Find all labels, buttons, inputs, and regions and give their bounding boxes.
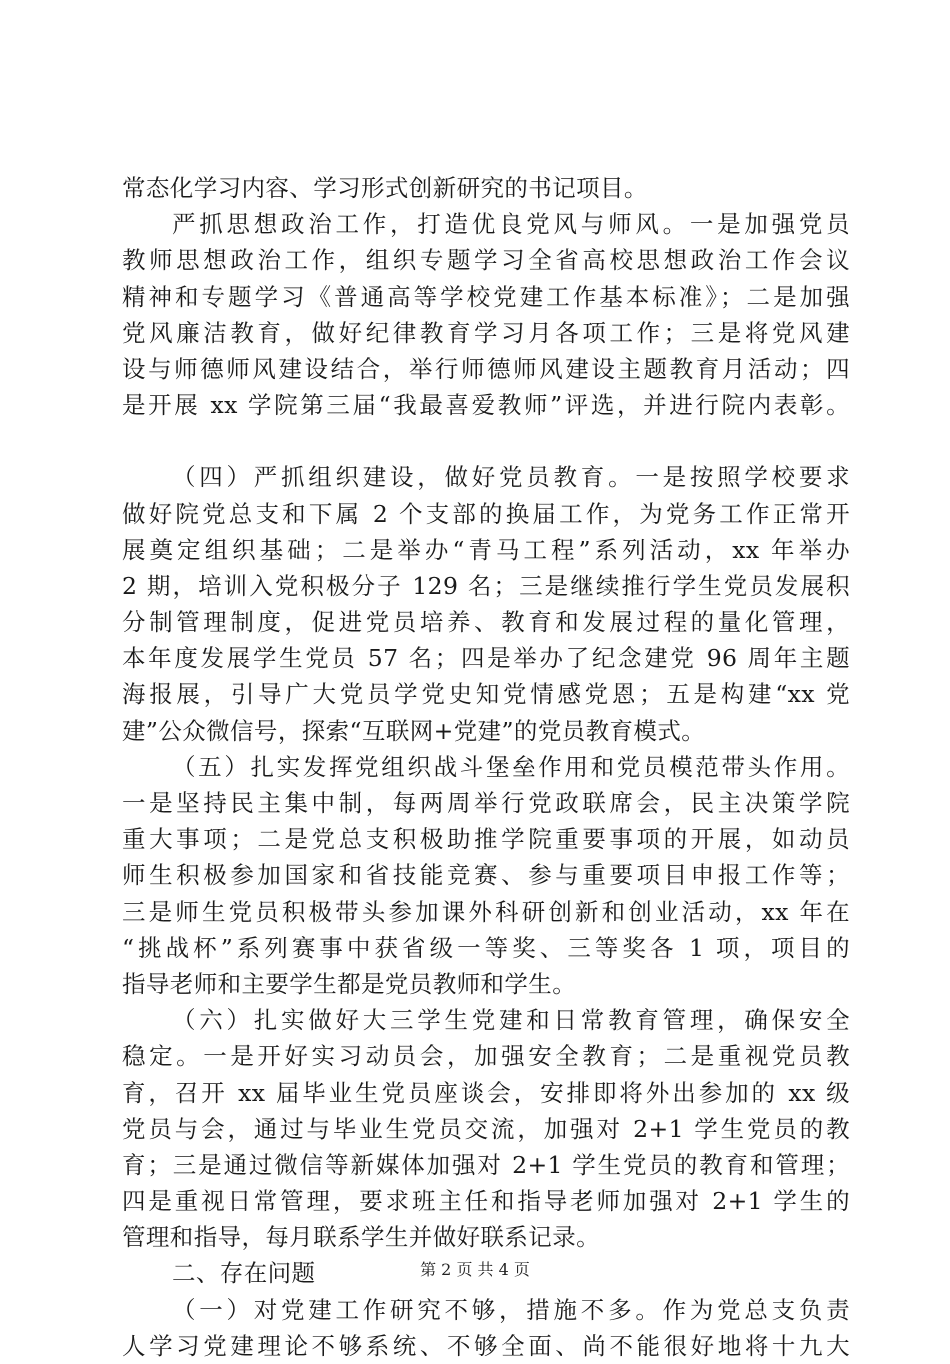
text-line: 育；三是通过微信等新媒体加强对 2+1 学生党员的教育和管理；: [122, 1150, 850, 1179]
text-line: 师生积极参加国家和省技能竞赛、参与重要项目申报工作等；: [122, 861, 850, 890]
text-line: 党员与会，通过与毕业生党员交流，加强对 2+1 学生党员的教: [122, 1114, 850, 1143]
text-line: 分制管理制度，促进党员培养、教育和发展过程的量化管理，: [122, 608, 850, 637]
body-text: [122, 170, 850, 1364]
paragraph-gap: [122, 423, 850, 459]
page-number: 第 2 页 共 4 页: [420, 1260, 530, 1279]
text-line: 三是师生党员积极带头参加课外科研创新和创业活动，xx 年在: [122, 897, 850, 926]
text-line: 2 期，培训入党积极分子 129 名；三是继续推行学生党员发展积: [122, 571, 850, 600]
text-line: （六）扎实做好大三学生党建和日常教育管理，确保安全: [172, 1006, 850, 1035]
section-heading: 二、存在问题: [172, 1259, 316, 1288]
text-line: 教师思想政治工作，组织专题学习全省高校思想政治工作会议: [122, 246, 850, 275]
text-line: 人学习党建理论不够系统、不够全面、尚不能很好地将十九大: [122, 1331, 850, 1360]
text-line: 重大事项；二是党总支积极助推学院重要事项的开展，如动员: [122, 825, 850, 854]
text-line: 常态化学习内容、学习形式创新研究的书记项目。: [122, 174, 648, 202]
text-line: （一）对党建工作研究不够，措施不多。作为党总支负责: [172, 1295, 850, 1324]
text-line: 做好院党总支和下属 2 个支部的换届工作，为党务工作正常开: [122, 499, 850, 528]
text-line: 管理和指导，每月联系学生并做好联系记录。: [122, 1223, 600, 1252]
text-line: 展奠定组织基础；二是举办“青马工程”系列活动，xx 年举办: [122, 535, 850, 564]
text-line: 是开展 xx 学院第三届“我最喜爱教师”评选，并进行院内表彰。: [122, 391, 850, 420]
text-line: （四）严抓组织建设，做好党员教育。一是按照学校要求: [172, 463, 850, 492]
text-line: 本年度发展学生党员 57 名；四是举办了纪念建党 96 周年主题: [122, 644, 850, 673]
text-line: 育，召开 xx 届毕业生党员座谈会，安排即将外出参加的 xx 级: [122, 1078, 850, 1107]
text-line: 严抓思想政治工作，打造优良党风与师风。一是加强党员: [172, 210, 850, 239]
text-line: 建”公众微信号，探索“互联网+党建”的党员教育模式。: [122, 716, 706, 745]
text-line: 一是坚持民主集中制，每两周举行党政联席会，民主决策学院: [122, 789, 850, 817]
text-line: 海报展，引导广大党员学党史知党情感党恩；五是构建“xx 党: [122, 680, 850, 709]
text-line: 四是重视日常管理，要求班主任和指导老师加强对 2+1 学生的: [122, 1187, 850, 1216]
text-line: 党风廉洁教育，做好纪律教育学习月各项工作；三是将党风建: [122, 318, 850, 347]
text-line: “挑战杯”系列赛事中获省级一等奖、三等奖各 1 项，项目的: [122, 933, 850, 962]
text-line: 指导老师和主要学生都是党员教师和学生。: [122, 969, 577, 998]
text-line: 稳定。一是开好实习动员会，加强安全教育；二是重视党员教: [122, 1042, 850, 1071]
text-line: 精神和专题学习《普通高等学校党建工作基本标准》；二是加强: [122, 282, 850, 311]
text-line: 设与师德师风建设结合，举行师德师风建设主题教育月活动；四: [122, 354, 850, 383]
text-line: （五）扎实发挥党组织战斗堡垒作用和党员模范带头作用。: [172, 752, 850, 781]
